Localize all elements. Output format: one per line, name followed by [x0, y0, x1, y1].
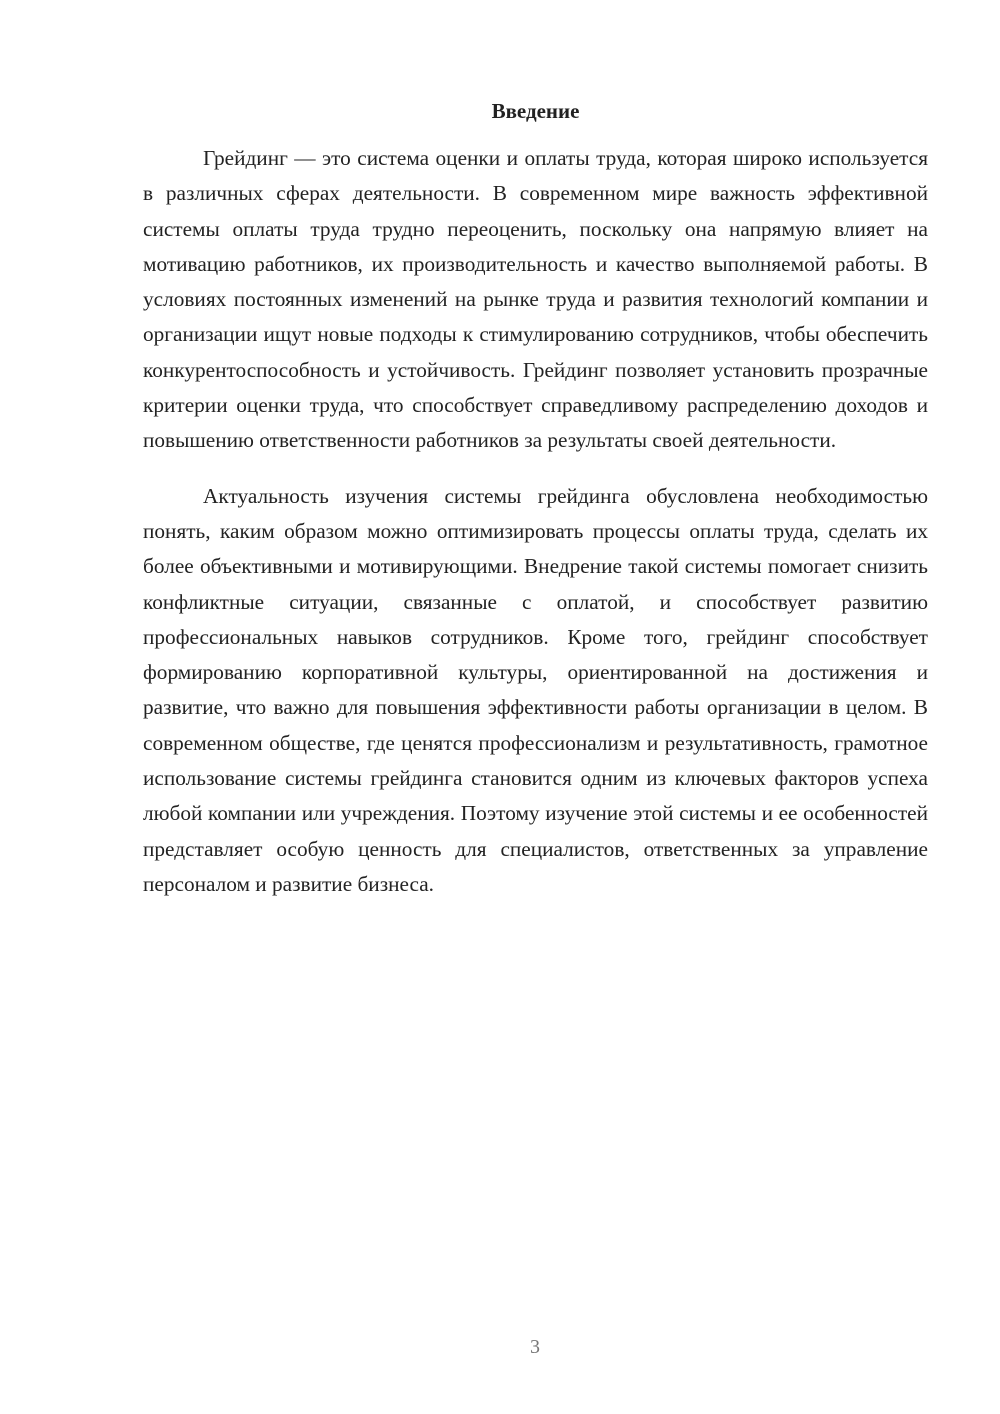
document-body: [143, 141, 928, 902]
section-title: Введение: [491, 99, 580, 123]
page-number: 3: [530, 1336, 540, 1358]
paragraph-relevance: Актуальность изучения системы грейдинга обусловлена необходимостью понять, каким образом можно оптимизировать процессы оплаты труда, сделать их более объективными и мотивирующими. Внедрение такой системы помогает снизить конфликтные ситуации, связанные с оплатой, и способствует развитию профессиональных навыков сотрудников. Кроме того, грейдинг способствует формированию корпоративной культуры, ориентированной на достижения и развитие, что важно для повышения эффективности работы организации в целом. В современном обществе, где ценятся профессионализм и результативность, грамотное использование системы грейдинга становится одним из ключевых факторов успеха любой компании или учреждения. Поэтому изучение этой системы и ее особенностей представляет особую ценность для специалистов, ответственных за управление персоналом и развитие бизнеса.: [143, 483, 928, 896]
paragraph-intro: Грейдинг — это система оценки и оплаты труда, которая широко используется в различных сферах деятельности. В современном мире важность эффективной системы оплаты труда трудно переоценить, поскольку она напрямую влияет на мотивацию работников, их производительность и качество выполняемой работы. В условиях постоянных изменений на рынке труда и развития технологий компании и организации ищут новые подходы к стимулированию сотрудников, чтобы обеспечить конкурентоспособность и устойчивость. Грейдинг позволяет установить прозрачные критерии оценки труда, что способствует справедливому распределению доходов и повышению ответственности работников за результаты своей деятельности.: [143, 146, 928, 453]
